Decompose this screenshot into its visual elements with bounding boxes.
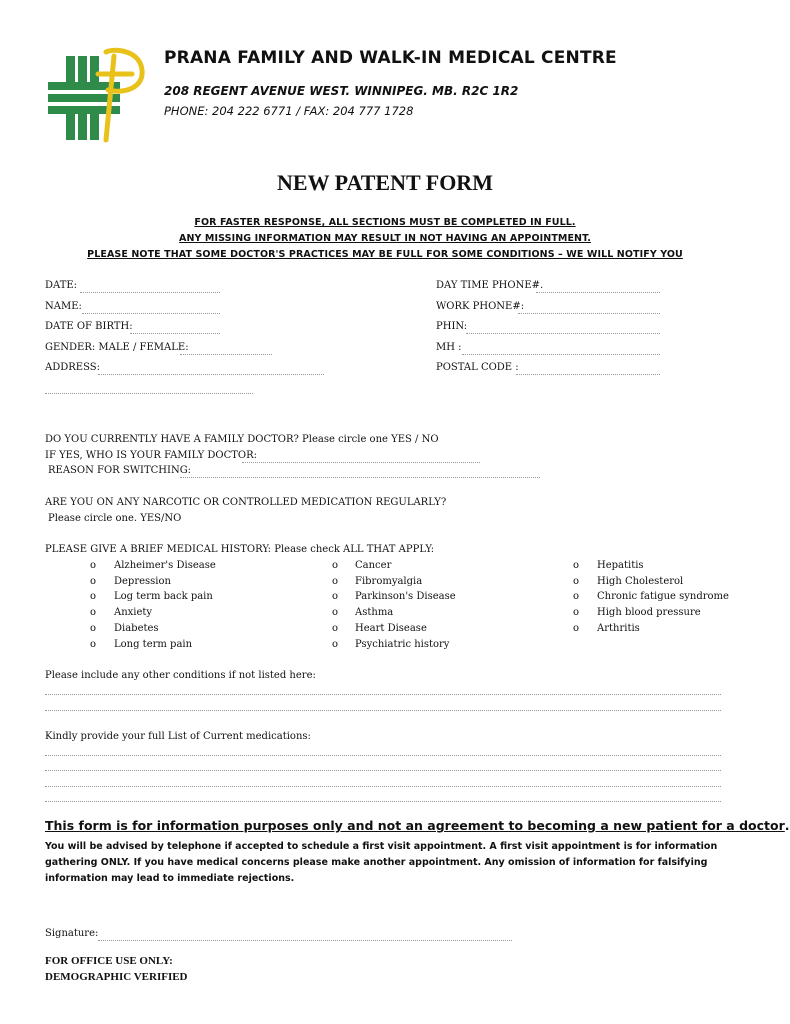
medications-line-2[interactable] xyxy=(45,770,721,771)
condition-alzheimers: Alzheimer's Disease xyxy=(114,560,216,571)
history-checklist xyxy=(0,559,770,659)
condition-parkinsons: Parkinson's Disease xyxy=(355,591,456,602)
medications-line-3[interactable] xyxy=(45,786,721,787)
condition-hepatitis: Hepatitis xyxy=(597,560,644,571)
clinic-logo xyxy=(44,44,154,146)
address-label: ADDRESS: xyxy=(45,362,100,373)
phin-field[interactable] xyxy=(466,333,660,334)
who-doctor-label: IF YES, WHO IS YOUR FAMILY DOCTOR: xyxy=(45,450,258,461)
mh-field[interactable] xyxy=(462,354,660,355)
disclaimer-text: This form is for information purposes only and not an agreement to becoming a new patient for a doctor xyxy=(45,818,785,833)
date-field[interactable] xyxy=(80,292,220,293)
reason-field[interactable] xyxy=(180,477,540,478)
mh-label: MH : xyxy=(436,342,462,353)
medications-label: Kindly provide your full List of Current medications: xyxy=(45,731,311,742)
other-conditions-line-2[interactable] xyxy=(45,710,721,711)
condition-arthritis: Arthritis xyxy=(597,623,640,634)
condition-depression: Depression xyxy=(114,576,171,587)
check-bullet[interactable]: o xyxy=(573,576,580,587)
check-bullet[interactable]: o xyxy=(332,607,339,618)
condition-diabetes: Diabetes xyxy=(114,623,159,634)
demographic-verified-label: DEMOGRAPHIC VERIFIED xyxy=(45,971,188,983)
condition-blood-pressure: High blood pressure xyxy=(597,607,701,618)
condition-heart-disease: Heart Disease xyxy=(355,623,427,634)
check-bullet[interactable]: o xyxy=(332,591,339,602)
check-bullet[interactable]: o xyxy=(90,576,97,587)
narcotic-circle: Please circle one. YES/NO xyxy=(48,513,182,524)
check-bullet[interactable]: o xyxy=(573,623,580,634)
check-bullet[interactable]: o xyxy=(573,560,580,571)
phin-label: PHIN: xyxy=(436,321,468,332)
gender-field[interactable] xyxy=(180,354,272,355)
dob-label: DATE OF BIRTH: xyxy=(45,321,133,332)
clinic-name: PRANA FAMILY AND WALK-IN MEDICAL CENTRE xyxy=(164,48,617,68)
work-phone-label: WORK PHONE#: xyxy=(436,301,525,312)
name-label: NAME: xyxy=(45,301,82,312)
condition-back-pain: Log term back pain xyxy=(114,591,213,602)
postal-label: POSTAL CODE : xyxy=(436,362,519,373)
check-bullet[interactable]: o xyxy=(573,607,580,618)
condition-long-term-pain: Long term pain xyxy=(114,639,193,650)
disclaimer xyxy=(45,818,790,833)
check-bullet[interactable]: o xyxy=(573,591,580,602)
notice-line-3: PLEASE NOTE THAT SOME DOCTOR'S PRACTICES MAY BE FULL FOR SOME CONDITIONS – WE WILL NOTIFY YOU xyxy=(87,249,683,260)
postal-field[interactable] xyxy=(516,374,660,375)
other-conditions-label: Please include any other conditions if not listed here: xyxy=(45,670,316,681)
check-bullet[interactable]: o xyxy=(90,591,97,602)
notice-line-2: ANY MISSING INFORMATION MAY RESULT IN NOT HAVING AN APPOINTMENT. xyxy=(179,233,591,244)
other-conditions-line-1[interactable] xyxy=(45,694,721,695)
clinic-address: 208 REGENT AVENUE WEST. WINNIPEG. MB. R2C 1R2 xyxy=(164,84,519,98)
history-question: PLEASE GIVE A BRIEF MEDICAL HISTORY: Please check ALL THAT APPLY: xyxy=(45,544,435,555)
check-bullet[interactable]: o xyxy=(332,576,339,587)
narcotic-question: ARE YOU ON ANY NARCOTIC OR CONTROLLED MEDICATION REGULARLY? xyxy=(45,497,447,508)
check-bullet[interactable]: o xyxy=(90,639,97,650)
check-bullet[interactable]: o xyxy=(90,560,97,571)
day-phone-label: DAY TIME PHONE#. xyxy=(436,280,544,291)
clinic-logo-graphic xyxy=(44,44,154,146)
signature-label: Signature: xyxy=(45,928,99,939)
check-bullet[interactable]: o xyxy=(332,623,339,634)
condition-fibromyalgia: Fibromyalgia xyxy=(355,576,423,587)
condition-chronic-fatigue: Chronic fatigue syndrome xyxy=(597,591,729,602)
condition-cancer: Cancer xyxy=(355,560,392,571)
condition-anxiety: Anxiety xyxy=(114,607,153,618)
address-field-line-2[interactable] xyxy=(45,393,253,394)
work-phone-field[interactable] xyxy=(518,313,660,314)
office-use-label: FOR OFFICE USE ONLY: xyxy=(45,955,173,967)
date-label: DATE: xyxy=(45,280,78,291)
clinic-phone-fax: PHONE: 204 222 6771 / FAX: 204 777 1728 xyxy=(164,104,414,118)
address-field[interactable] xyxy=(98,374,324,375)
who-doctor-field[interactable] xyxy=(242,462,480,463)
notice-line-1: FOR FASTER RESPONSE, ALL SECTIONS MUST BE COMPLETED IN FULL. xyxy=(194,217,576,228)
check-bullet[interactable]: o xyxy=(332,639,339,650)
condition-asthma: Asthma xyxy=(355,607,394,618)
check-bullet[interactable]: o xyxy=(90,623,97,634)
signature-field[interactable] xyxy=(98,940,512,941)
condition-cholesterol: High Cholesterol xyxy=(597,576,684,587)
name-field[interactable] xyxy=(82,313,220,314)
advisory-text: You will be advised by telephone if accepted to schedule a first visit appointment. A first visit appointment is for information gathering ONLY. If you have medical concerns please make another appointment. Any omission of information for falsifying information may lead to immediate rejections. xyxy=(45,841,718,884)
reason-label: REASON FOR SWITCHING: xyxy=(48,465,192,476)
gender-label: GENDER: MALE / FEMALE: xyxy=(45,342,189,353)
medications-line-1[interactable] xyxy=(45,755,721,756)
dob-field[interactable] xyxy=(130,333,220,334)
condition-psychiatric: Psychiatric history xyxy=(355,639,450,650)
family-doctor-question: DO YOU CURRENTLY HAVE A FAMILY DOCTOR? Please circle one YES / NO xyxy=(45,434,439,445)
day-phone-field[interactable] xyxy=(536,292,660,293)
check-bullet[interactable]: o xyxy=(90,607,97,618)
check-bullet[interactable]: o xyxy=(332,560,339,571)
medications-line-4[interactable] xyxy=(45,801,721,802)
form-title: NEW PATENT FORM xyxy=(277,170,493,195)
disclaimer-period: . xyxy=(784,818,790,833)
